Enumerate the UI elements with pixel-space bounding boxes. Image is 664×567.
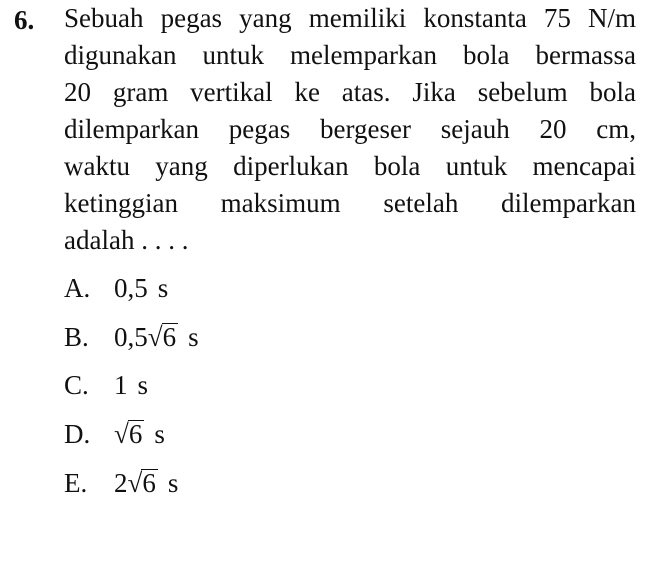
option-letter: D. — [64, 419, 91, 449]
stem-line: dilemparkan pegas bergeser sejauh 20 cm, — [64, 114, 636, 144]
option-coefficient: 2 — [114, 468, 128, 498]
radical-sign: √ — [147, 322, 163, 352]
option-value — [114, 367, 148, 403]
option-coefficient: 0,5 — [114, 273, 148, 303]
question-stem — [64, 0, 636, 259]
radical-sign: √ — [114, 419, 129, 449]
option-value — [114, 270, 168, 306]
option-unit: s — [154, 419, 165, 449]
option-letter: C. — [64, 370, 89, 400]
option-letter: B. — [64, 322, 89, 352]
radicand: 6 — [128, 419, 143, 449]
stem-line: digunakan untuk melemparkan bola bermassa — [64, 40, 636, 70]
option-unit: s — [167, 468, 179, 498]
option-coefficient: 1 — [114, 370, 128, 400]
option-coefficient: 0,5 — [114, 322, 148, 352]
option-unit: s — [157, 273, 169, 303]
option-letter: E. — [64, 468, 88, 498]
radical-sign: √ — [127, 468, 143, 498]
option-value — [114, 319, 199, 355]
option-letter: A. — [64, 273, 91, 303]
radicand: 6 — [142, 468, 156, 498]
option-value — [114, 416, 165, 452]
option-unit: s — [137, 370, 149, 400]
stem-line: 20 gram vertikal ke atas. Jika sebelum bola — [64, 77, 636, 107]
square-root — [114, 416, 144, 452]
stem-line: ketinggian maksimum setelah dilemparkan — [64, 188, 636, 218]
question-number: 6. — [14, 5, 35, 35]
option-value — [114, 465, 178, 501]
stem-line: Sebuah pegas yang memiliki konstanta 75 N/m — [64, 3, 636, 33]
option-unit: s — [188, 322, 199, 352]
stem-line: waktu yang diperlukan bola untuk mencapai — [64, 151, 636, 181]
radicand: 6 — [162, 322, 177, 352]
square-root — [128, 465, 158, 501]
square-root — [148, 319, 178, 355]
stem-line: adalah . . . . — [64, 225, 189, 255]
